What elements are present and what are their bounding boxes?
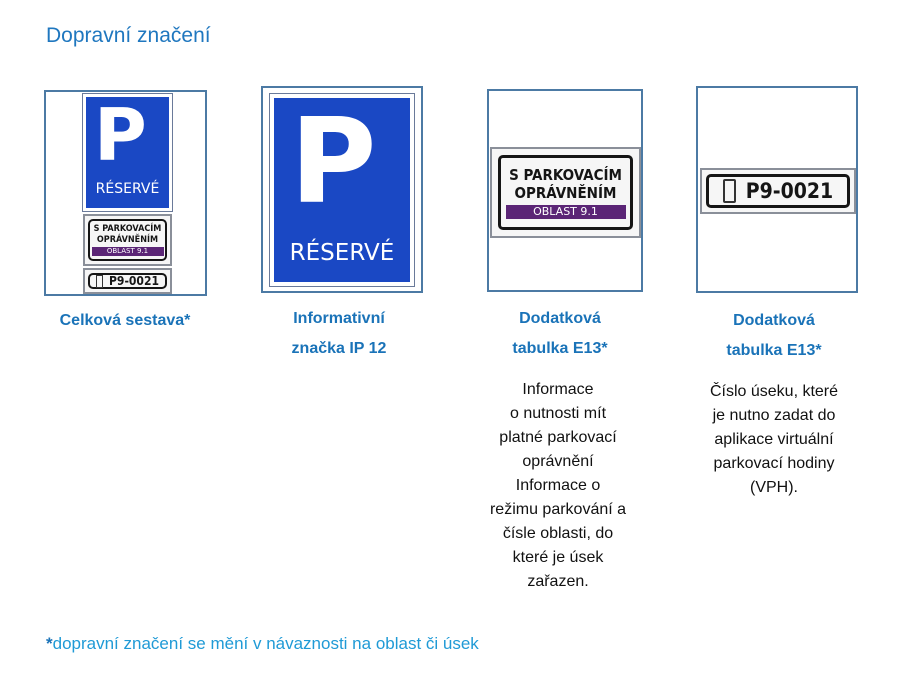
phone-icon — [96, 275, 103, 288]
image-ip12 — [261, 86, 423, 293]
section-sign-small — [83, 268, 172, 294]
desc-e13-section: Číslo úseku, které je nutno zadat do aplikace virtuální parkovací hodiny (VPH). — [709, 383, 839, 496]
page-title: Dopravní značení — [46, 24, 211, 47]
e13-line2: OPRÁVNĚNÍM — [514, 184, 617, 202]
footnote — [46, 634, 479, 654]
e13-line2: OPRÁVNĚNÍM — [96, 235, 159, 245]
footnote-text: dopravní značení se mění v návaznosti na oblast či úsek — [52, 634, 479, 653]
section-code: P9-0021 — [109, 274, 159, 288]
image-e13-permit — [487, 89, 643, 292]
caption-ip12: Informativní značka IP 12 — [291, 310, 387, 357]
caption-e13-section: Dodatková tabulka E13* — [726, 312, 822, 359]
section-code: P9-0021 — [745, 179, 834, 203]
e13-sign — [490, 147, 641, 238]
ip12-sign-small — [83, 94, 172, 211]
parking-letter: P — [290, 92, 377, 230]
desc-e13-permit: Informace o nutnosti mít platné parkovací oprávnění Informace o režimu parkování a čísle oblasti, do které je úsek zařazen. — [489, 381, 627, 590]
caption-e13-permit: Dodatková tabulka E13* — [512, 310, 608, 357]
e13-band: OBLAST 9.1 — [92, 247, 164, 256]
reserve-label: RÉSERVÉ — [289, 240, 395, 266]
e13-line1: S PARKOVACÍM — [93, 224, 162, 234]
image-e13-section — [696, 86, 858, 293]
ip12-sign — [270, 94, 414, 286]
image-full-assembly — [44, 90, 207, 296]
e13-line1: S PARKOVACÍM — [509, 166, 622, 184]
e13-sign-small — [83, 214, 172, 266]
parking-letter: P — [94, 93, 147, 177]
footnote-star: * — [46, 634, 53, 653]
e13-band: OBLAST 9.1 — [506, 205, 626, 219]
phone-icon — [723, 179, 736, 203]
reserve-label: RÉSERVÉ — [95, 181, 160, 197]
section-sign — [700, 168, 856, 214]
caption-full-assembly: Celková sestava* — [59, 312, 191, 329]
